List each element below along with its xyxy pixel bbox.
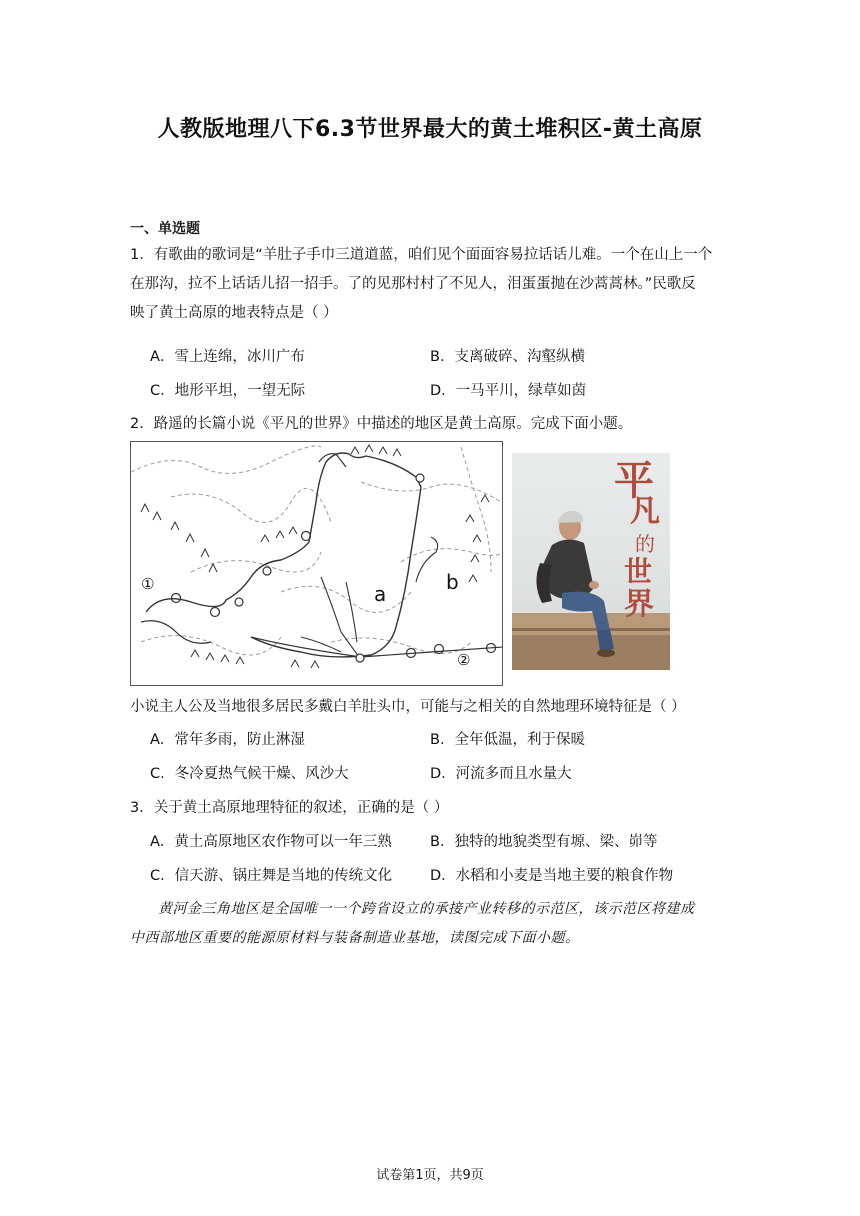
q3-option-c[interactable]: C．信天游、锅庄舞是当地的传统文化	[150, 868, 393, 884]
q3-option-a[interactable]: A．黄土高原地区农作物可以一年三熟	[150, 834, 392, 850]
q1-option-a[interactable]: A．雪上连绵，冰川广布	[150, 349, 305, 365]
q1-line-3: 映了黄土高原的地表特点是（ ）	[130, 305, 338, 321]
intro-line-1: 黄河金三角地区是全国唯一一个跨省设立的承接产业转移的示范区，该示范区将建成	[158, 901, 695, 917]
q1-option-b[interactable]: B．支离破碎、沟壑纵横	[430, 349, 585, 365]
q2-option-b[interactable]: B．全年低温，利于保暖	[430, 732, 585, 748]
q2-option-a[interactable]: A．常年多雨，防止淋湿	[150, 732, 305, 748]
q3-option-d[interactable]: D．水稻和小麦是当地主要的粮食作物	[430, 868, 674, 884]
q2-option-c[interactable]: C．冬冷夏热气候干燥、风沙大	[150, 766, 349, 782]
q2-option-d[interactable]: D．河流多而且水量大	[430, 766, 572, 782]
map-figure	[131, 442, 503, 686]
novel-poster-image	[512, 453, 670, 670]
group-intro-paragraph	[130, 895, 740, 953]
q1-option-c[interactable]: C．地形平坦，一望无际	[150, 383, 306, 399]
map-label-a: a	[374, 582, 387, 606]
loess-plateau-map	[130, 441, 503, 686]
question-2-sub-stem: 小说主人公及当地很多居民多戴白羊肚头巾，可能与之相关的自然地理环境特征是（ ）	[130, 699, 686, 715]
q1-line-2: 在那沟，拉不上话话儿招一招手。了的见那村村了不见人，泪蛋蛋抛在沙蒿蒿林。”民歌反	[130, 276, 696, 292]
poster-title-char-5: 界	[624, 587, 654, 622]
q1-option-d[interactable]: D．一马平川，绿草如茵	[430, 383, 587, 399]
poster-title-char-2: 凡	[630, 494, 660, 529]
question-2-stem: 2．路遥的长篇小说《平凡的世界》中描述的地区是黄土高原。完成下面小题。	[130, 416, 633, 432]
yellow-river-upper	[146, 453, 366, 612]
q1-line-1: 1．有歌曲的歌词是“羊肚子手巾三道道蓝，咱们见个面面容易拉话话儿难。一个在山上一个	[130, 247, 713, 263]
map-label-b: b	[446, 570, 459, 594]
map-label-1: ①	[141, 575, 155, 593]
poster-title-char-1: 平	[614, 457, 654, 504]
map-label-2: ②	[457, 651, 471, 669]
page-title: 人教版地理八下6.3节世界最大的黄土堆积区-黄土高原	[157, 117, 703, 142]
question-3-stem: 3．关于黄土高原地理特征的叙述，正确的是（ ）	[130, 800, 449, 816]
question-1-stem	[130, 241, 740, 328]
page-footer: 试卷第1页，共9页	[376, 1168, 484, 1183]
yellow-river-lower	[251, 456, 421, 657]
poster-title-char-3: 的	[635, 532, 655, 556]
q3-option-b[interactable]: B．独特的地貌类型有塬、梁、峁等	[430, 834, 658, 850]
section-heading: 一、单选题	[130, 221, 200, 237]
poster-title-char-4: 世	[624, 555, 653, 588]
intro-line-2: 中西部地区重要的能源原材料与装备制造业基地，读图完成下面小题。	[130, 930, 580, 946]
